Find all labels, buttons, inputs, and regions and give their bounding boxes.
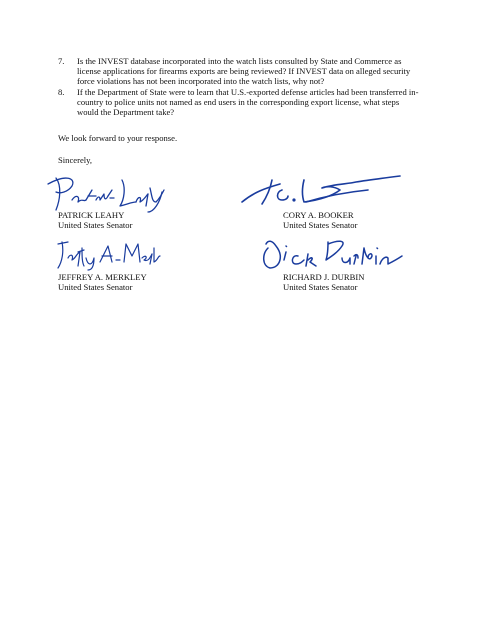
signature-durbin-mark: [258, 234, 408, 274]
signature-leahy: [42, 172, 172, 214]
closing-line: We look forward to your response.: [58, 133, 178, 143]
question-item-8: [58, 87, 420, 118]
question-text: Is the INVEST database incorporated into the watch lists consulted by State and Commerce as license applications for firearms exports are being reviewed? If INVEST data on alleged security force violations has not been incorporated into the watch lists, why not?: [77, 56, 411, 87]
signer-title: United States Senator: [283, 282, 358, 293]
question-number: 8.: [58, 86, 65, 97]
signer-name: CORY A. BOOKER: [283, 210, 354, 220]
signature-merkley: [54, 238, 164, 272]
signer-title: United States Senator: [58, 282, 133, 293]
question-text: If the Department of State were to learn that U.S.-exported defense articles had been transferred in-country to police units not named as end users in the corresponding export license, what steps would the Department take?: [77, 86, 419, 118]
signer-booker: [283, 210, 357, 231]
signer-leahy: [58, 210, 132, 231]
signature-durbin: [258, 234, 408, 274]
signature-merkley-mark: [54, 238, 164, 272]
question-list: [58, 56, 420, 117]
signer-name: RICHARD J. DURBIN: [283, 272, 365, 282]
signer-name: JEFFREY A. MERKLEY: [58, 272, 147, 282]
signer-durbin: [283, 272, 364, 293]
sign-off: Sincerely,: [58, 155, 93, 165]
question-item-7: [58, 56, 420, 87]
signature-booker-mark: [236, 170, 408, 210]
signature-leahy-mark: [42, 172, 172, 214]
signature-booker: [236, 170, 408, 210]
signer-merkley: [58, 272, 147, 293]
question-number: 7.: [58, 56, 65, 66]
signer-name: PATRICK LEAHY: [58, 210, 125, 220]
signer-title: United States Senator: [283, 220, 358, 231]
signer-title: United States Senator: [58, 220, 133, 231]
